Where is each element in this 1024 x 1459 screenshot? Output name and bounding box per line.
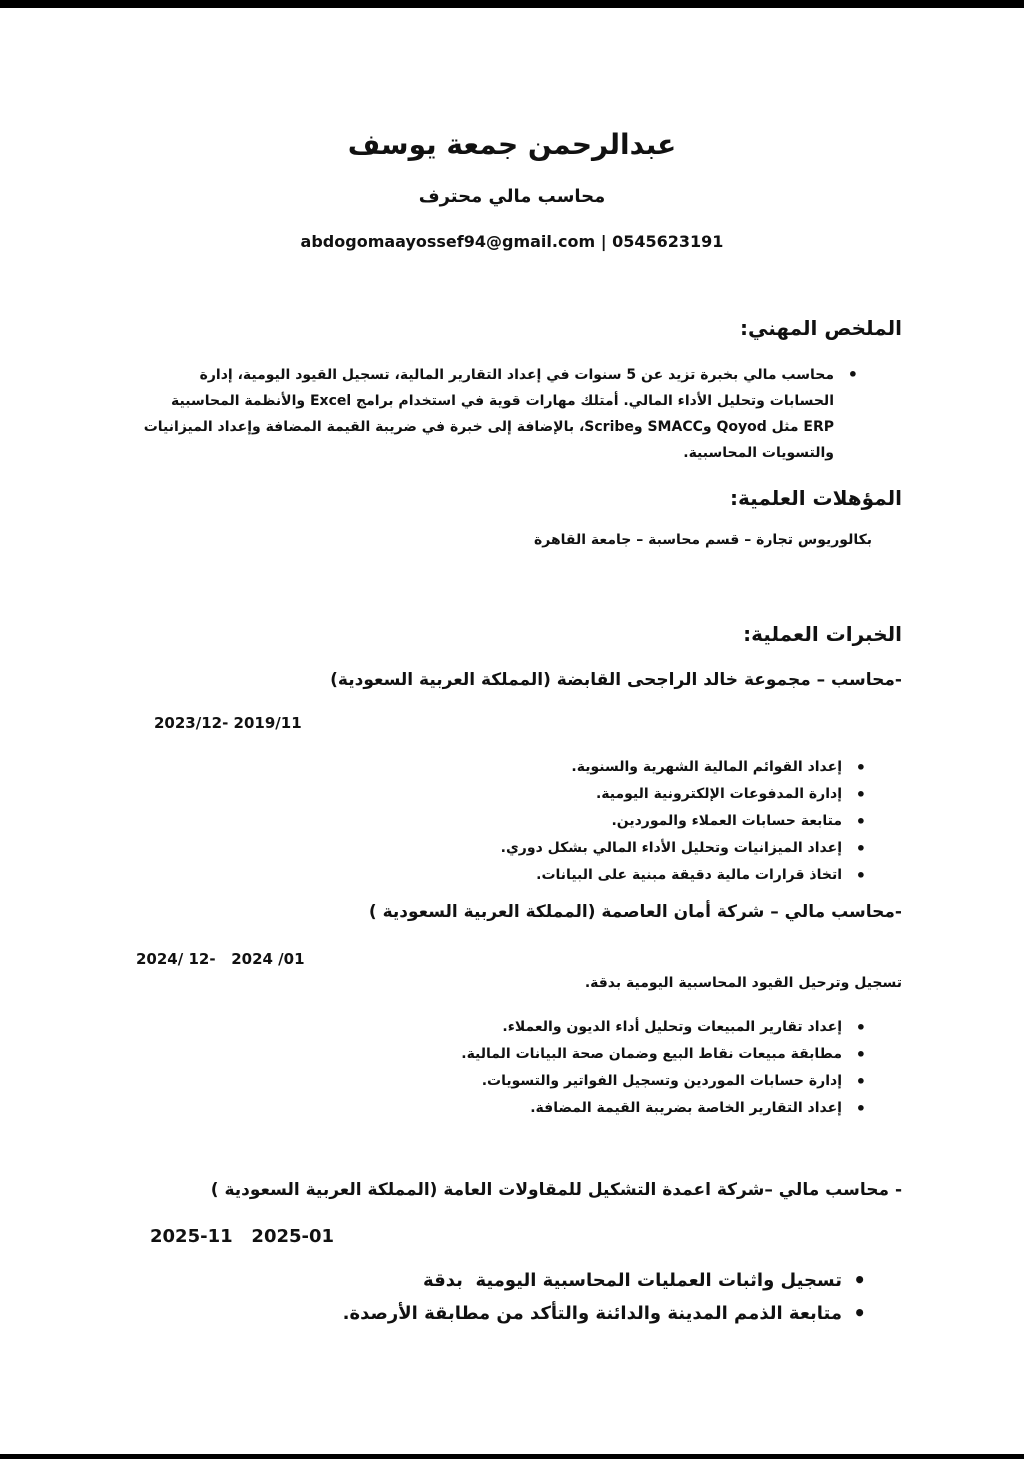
job-title-2: -محاسب مالي – شركة أمان العاصمة (المملكة العربية السعودية ) [368,902,902,922]
list-item: • إعداد القوائم المالية الشهرية والسنوية. [280,754,880,781]
contact-info: abdogomaayossef94@gmail.com | 0545623191 [300,232,724,251]
job-title-3: - محاسب مالي –شركة اعمدة التشكيل للمقاولات العامة (المملكة العربية السعودية ) [210,1180,902,1200]
list-item: • إدارة حسابات الموردين وتسجيل الفواتير والتسويات. [280,1068,880,1095]
list-item: • إعداد تقارير المبيعات وتحليل أداء الديون والعملاء. [280,1014,880,1041]
list-item: • اتخاذ قرارات مالية دقيقة مبنية على البيانات. [280,862,880,889]
job-tasks-3 [280,1264,880,1330]
top-border [0,0,1024,8]
list-item: • مطابقة مبيعات نقاط البيع وضمان صحة البيانات المالية. [280,1041,880,1068]
job-dates-3: 2025-11 2025-01 [150,1226,335,1247]
candidate-name: عبدالرحمن جمعة يوسف [347,128,677,161]
experience-heading: الخبرات العملية: [743,622,902,646]
summary-section [142,362,872,466]
job-intro-2: تسجيل وترحيل القيود المحاسبية اليومية بدقة. [584,975,902,991]
list-item: • تسجيل واثبات العمليات المحاسبية اليومية بدقة [280,1264,880,1297]
list-item: • إعداد التقارير الخاصة بضريبة القيمة المضافة. [280,1095,880,1122]
job-title: محاسب مالي محترف [418,186,606,207]
job-tasks-1 [280,754,880,889]
summary-heading: الملخص المهني: [740,316,902,340]
list-item: • متابعة الذمم المدينة والدائنة والتأكد من مطابقة الأرصدة. [280,1297,880,1330]
job-dates-2: 2024/ 12- 2024 /01 [136,950,305,968]
list-item: • إعداد الميزانيات وتحليل الأداء المالي بشكل دوري. [280,835,880,862]
summary-text: • محاسب مالي بخبرة تزيد عن 5 سنوات في إعداد التقارير المالية، تسجيل القيود اليومية، إدارة الحسابات وتحليل الأداء المالي. أمتلك مهارات قوية في استخدام برامج Excel والأنظمة المحاسبية ERP مثل Qoyod وSMACC وScribe، بالإضافة إلى خبرة في ضريبة القيمة المضافة وإعداد الميزانيات والتسويات المحاسبية. [142,362,872,466]
job-tasks-2 [280,1014,880,1122]
job-title-1: -محاسب – مجموعة خالد الراجحى القابضة (المملكة العربية السعودية) [330,670,902,690]
education-heading: المؤهلات العلمية: [730,486,902,510]
list-item: • متابعة حسابات العملاء والموردين. [280,808,880,835]
bottom-border [0,1454,1024,1459]
job-dates-1: 2023/12- 2019/11 [154,714,302,732]
list-item: • إدارة المدفوعات الإلكترونية اليومية. [280,781,880,808]
education-degree: بكالوريوس تجارة – قسم محاسبة – جامعة القاهرة [533,532,872,548]
